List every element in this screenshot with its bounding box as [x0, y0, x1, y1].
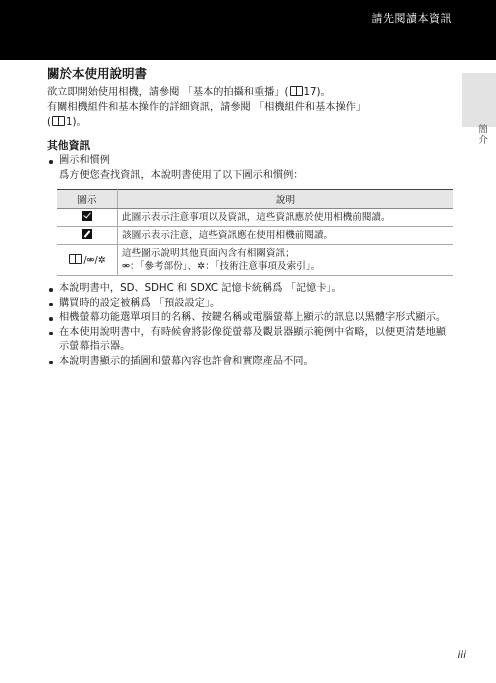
intro-ref-page: 17 — [303, 87, 317, 98]
table-row — [57, 209, 453, 227]
intro2-ref-page: 1 — [65, 117, 73, 128]
table-cell-icon — [57, 209, 118, 227]
book-ref-icon — [290, 86, 303, 96]
intro2-text-c: )。 — [72, 117, 87, 128]
list-item: 本說明書顯示的插圖和螢幕內容也許會和實際產品不同。 — [47, 355, 451, 370]
list-item: 相機螢幕功能選單項目的名稱、按鍵名稱或電腦螢幕上顯示的訊息以黑體字形式顯示。 — [47, 311, 451, 326]
table-header-row — [57, 190, 453, 209]
row3-line2: ⚮：「參考部份」、✲：「技術注意事項及索引」。 — [122, 261, 321, 272]
intro2-text-a: 有關相機組件和基本操作的詳細資訊，請參閱 「相機組件和基本操作」 — [47, 102, 367, 113]
table-cell-icon: /⚮/✲ — [57, 245, 118, 276]
table-header-icon: 圖示 — [57, 190, 118, 209]
side-tab-label: 簡介 — [476, 124, 487, 145]
icons-conventions-desc: 爲方便您查找資訊，本說明書使用了以下圖示和慣例： — [59, 169, 304, 181]
table-cell-desc — [118, 245, 454, 276]
header-bar — [0, 0, 496, 60]
other-info-title: 其他資訊 — [47, 139, 91, 152]
intro-paragraph-2 — [47, 100, 451, 130]
row3-line1: 這些圖示說明其他頁面內含有相關資訊； — [122, 248, 295, 259]
intro-text-b: )。 — [316, 87, 331, 98]
table-row — [57, 227, 453, 245]
pencil-note-icon — [82, 229, 92, 239]
table-row — [57, 245, 453, 276]
intro-paragraph-1 — [47, 85, 451, 100]
reference-icon: ⚮ — [122, 261, 130, 272]
intro2-text-b: ( — [47, 117, 51, 128]
main-content — [47, 66, 451, 369]
technical-notes-icon: ✲ — [97, 254, 106, 266]
list-item: 購買時的設定被稱爲 「預設設定」。 — [47, 297, 451, 312]
section-title: 關於本使用說明書 — [47, 66, 148, 81]
icon-legend-table — [57, 189, 453, 276]
reference-icon: ⚮ — [86, 254, 95, 266]
book-ref-icon — [52, 116, 65, 126]
book-ref-icon — [69, 254, 82, 264]
checkmark-icon — [82, 211, 92, 221]
page-number: iii — [457, 650, 466, 661]
notes-list — [47, 282, 451, 369]
list-item: 在本使用說明書中，有時候會將影像從螢幕及觀景器顯示範例中省略，以便更清楚地顯示螢幕指示器。 — [47, 326, 451, 355]
header-title: 請先閱讀本資訊 — [371, 12, 452, 25]
list-item: 本說明書中，SD、SDHC 和 SDXC 記憶卡統稱爲 「記憶卡」。 — [47, 282, 451, 297]
table-cell-desc: 該圖示表示注意，這些資訊應在使用相機前閱讀。 — [118, 227, 454, 245]
technical-notes-icon: ✲ — [197, 261, 206, 272]
table-header-desc: 說明 — [118, 190, 454, 209]
table-cell-icon — [57, 227, 118, 245]
intro-text-a: 欲立即開始使用相機，請參閱 「基本的拍攝和重播」( — [47, 87, 289, 98]
side-tab[interactable] — [462, 73, 496, 127]
table-cell-desc: 此圖示表示注意事項以及資訊，這些資訊應於使用相機前閱讀。 — [118, 209, 454, 227]
bullet-icons-conventions: 圖示和慣例 — [47, 154, 451, 169]
